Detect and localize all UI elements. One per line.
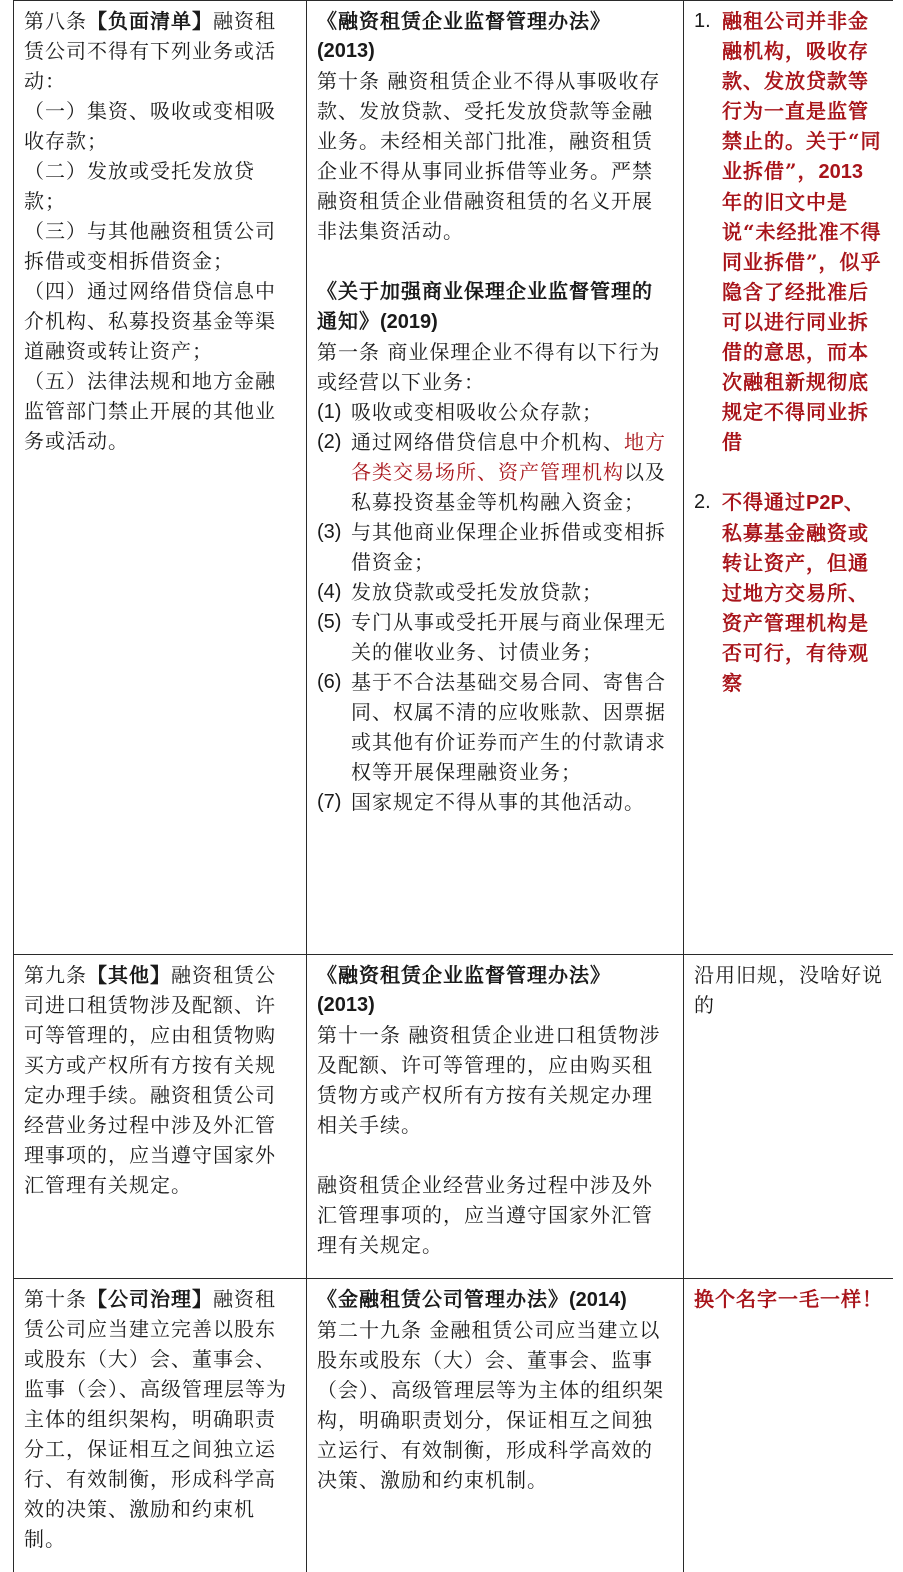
article-number: 第十条: [24, 1287, 87, 1311]
article-body: 融资租赁公司应当建立完善以股东或股东（大）会、董事会、监事（会）、高级管理层等为主体的组织架构，明确职责分工，保证相互之间独立运行、有效制衡，形成科学高效的决策、激励和约束机制。: [24, 1287, 287, 1551]
note-text-part: 年的旧文中是说: [722, 190, 848, 244]
commentary-cell: [684, 1, 894, 955]
note-number: 2.: [694, 491, 711, 513]
note-text-part: “未经批准不得同业拆借”，似乎隐含了经批准后可以进行同业拆借的意思，而本次融租新规彻底规定不得同业拆借: [722, 220, 882, 454]
list-item: [317, 607, 673, 667]
item-text: 基于不合法基础交易合同、寄售合同、权属不清的应收账款、因票据或其他有价证券而产生的付款请求权等开展保理融资业务；: [351, 670, 666, 784]
note-text: 沿用旧规，没啥好说的: [694, 963, 883, 1017]
note-number: 1.: [694, 10, 711, 32]
regulation-year: (2013): [317, 994, 375, 1016]
item-number: (5): [317, 611, 342, 633]
old-rule-cell: [307, 1, 684, 955]
table-row: [14, 1, 894, 955]
regulation-title: 《融资租赁企业监督管理办法》: [317, 963, 611, 987]
new-rule-cell: [14, 1279, 307, 1572]
regulation-year: (2013): [317, 40, 375, 62]
item-number: (3): [317, 521, 342, 543]
item-text-end: 以及私募投资基金等机构融入资金；: [351, 460, 666, 514]
article-heading: 【负面清单】: [87, 9, 213, 33]
list-item: （四）通过网络借贷信息中介机构、私募投资基金等渠道融资或转让资产；: [24, 279, 276, 363]
item-number: (4): [317, 581, 342, 603]
regulation-body: 第一条 商业保理企业不得有以下行为或经营以下业务：: [317, 340, 661, 394]
regulation-comparison-table: [13, 0, 893, 1572]
list-item: [317, 517, 673, 577]
regulation-body: 融资租赁企业经营业务过程中涉及外汇管理事项的，应当遵守国家外汇管理有关规定。: [317, 1173, 653, 1257]
item-text: [351, 427, 673, 517]
list-item: [317, 787, 673, 817]
list-item: （三）与其他融资租赁公司拆借或变相拆借资金；: [24, 219, 276, 273]
item-text-start: 通过网络借贷信息中介机构、: [351, 430, 624, 454]
item-text: 与其他商业保理企业拆借或变相拆借资金；: [351, 520, 666, 574]
highlighted-text: 地方各类交易场所、资产管理机构: [351, 430, 666, 484]
item-text: 吸收或变相吸收公众存款；: [351, 400, 603, 424]
list-item: [317, 397, 673, 427]
spacer: [317, 246, 673, 276]
regulation-body: 第十一条 融资租赁企业进口租赁物涉及配额、许可等管理的，应由购买租赁物方或产权所有方按有关规定办理相关手续。: [317, 1023, 661, 1137]
note-text: [722, 487, 883, 698]
regulation-body: 第二十九条 金融租赁公司应当建立以股东或股东（大）会、董事会、监事（会）、高级管理层等为主体的组织架构，明确职责划分，保证相互之间独立运行、有效制衡，形成科学高效的决策、激励和约束机制。: [317, 1318, 664, 1492]
list-item: [317, 667, 673, 787]
item-number: (1): [317, 401, 342, 423]
note-text: 换个名字一毛一样！: [694, 1287, 883, 1311]
note-text-part: 不得通过: [722, 490, 806, 514]
new-rule-cell: [14, 955, 307, 1279]
regulation-title: 《金融租赁公司管理办法》: [317, 1287, 569, 1311]
note-text-part: 融租公司并非金融机构，吸收存款、发放贷款等行为一直是监管禁止的。关于“同业拆借”，: [722, 9, 882, 183]
table-row: [14, 955, 894, 1279]
old-rule-cell: [307, 1279, 684, 1572]
list-item: （五）法律法规和地方金融监管部门禁止开展的其他业务或活动。: [24, 369, 276, 453]
regulation-title: 《关于加强商业保理企业监督管理的通知》: [317, 279, 653, 333]
old-rule-cell: [307, 955, 684, 1279]
article-intro: 融资租赁公司不得有下列业务或活动：: [24, 9, 276, 93]
article-number: 第九条: [24, 963, 87, 987]
note-text-part: 、私募基金融资或转让资产，但通过地方交易所、资产管理机构是否可行，有待观察: [722, 490, 869, 695]
article-heading: 【公司治理】: [87, 1287, 213, 1311]
list-item: [317, 577, 673, 607]
new-rule-cell: [14, 1, 307, 955]
regulation-title: 《融资租赁企业监督管理办法》: [317, 9, 611, 33]
note-item: [694, 487, 883, 698]
article-body: 融资租赁公司进口租赁物涉及配额、许可等管理的，应由租赁物购买方或产权所有方按有关规定办理手续。融资租赁公司经营业务过程中涉及外汇管理事项的，应当遵守国家外汇管理有关规定。: [24, 963, 276, 1197]
item-text: 专门从事或受托开展与商业保理无关的催收业务、讨债业务；: [351, 610, 666, 664]
table-row: [14, 1279, 894, 1572]
item-number: (2): [317, 431, 342, 453]
spacer: [694, 457, 883, 487]
article-heading: 【其他】: [87, 963, 171, 987]
commentary-cell: [684, 955, 894, 1279]
list-item: [317, 427, 673, 517]
note-text: [722, 6, 883, 457]
note-term: P2P: [806, 492, 844, 514]
item-text: 发放贷款或受托发放贷款；: [351, 580, 603, 604]
item-number: (7): [317, 791, 342, 813]
list-item: （二）发放或受托发放贷款；: [24, 159, 255, 213]
item-text: 国家规定不得从事的其他活动。: [351, 790, 645, 814]
list-item: （一）集资、吸收或变相吸收存款；: [24, 99, 276, 153]
item-number: (6): [317, 671, 342, 693]
commentary-cell: [684, 1279, 894, 1572]
note-year: 2013: [818, 161, 864, 183]
note-item: [694, 6, 883, 457]
article-number: 第八条: [24, 9, 87, 33]
regulation-body: 第十条 融资租赁企业不得从事吸收存款、发放贷款、受托发放贷款等金融业务。未经相关部门批准，融资租赁企业不得从事同业拆借等业务。严禁融资租赁企业借融资租赁的名义开展非法集资活动。: [317, 69, 661, 243]
document-page: [13, 0, 893, 1572]
regulation-year: (2019): [380, 311, 438, 333]
regulation-year: (2014): [569, 1289, 627, 1311]
spacer: [317, 1140, 673, 1170]
